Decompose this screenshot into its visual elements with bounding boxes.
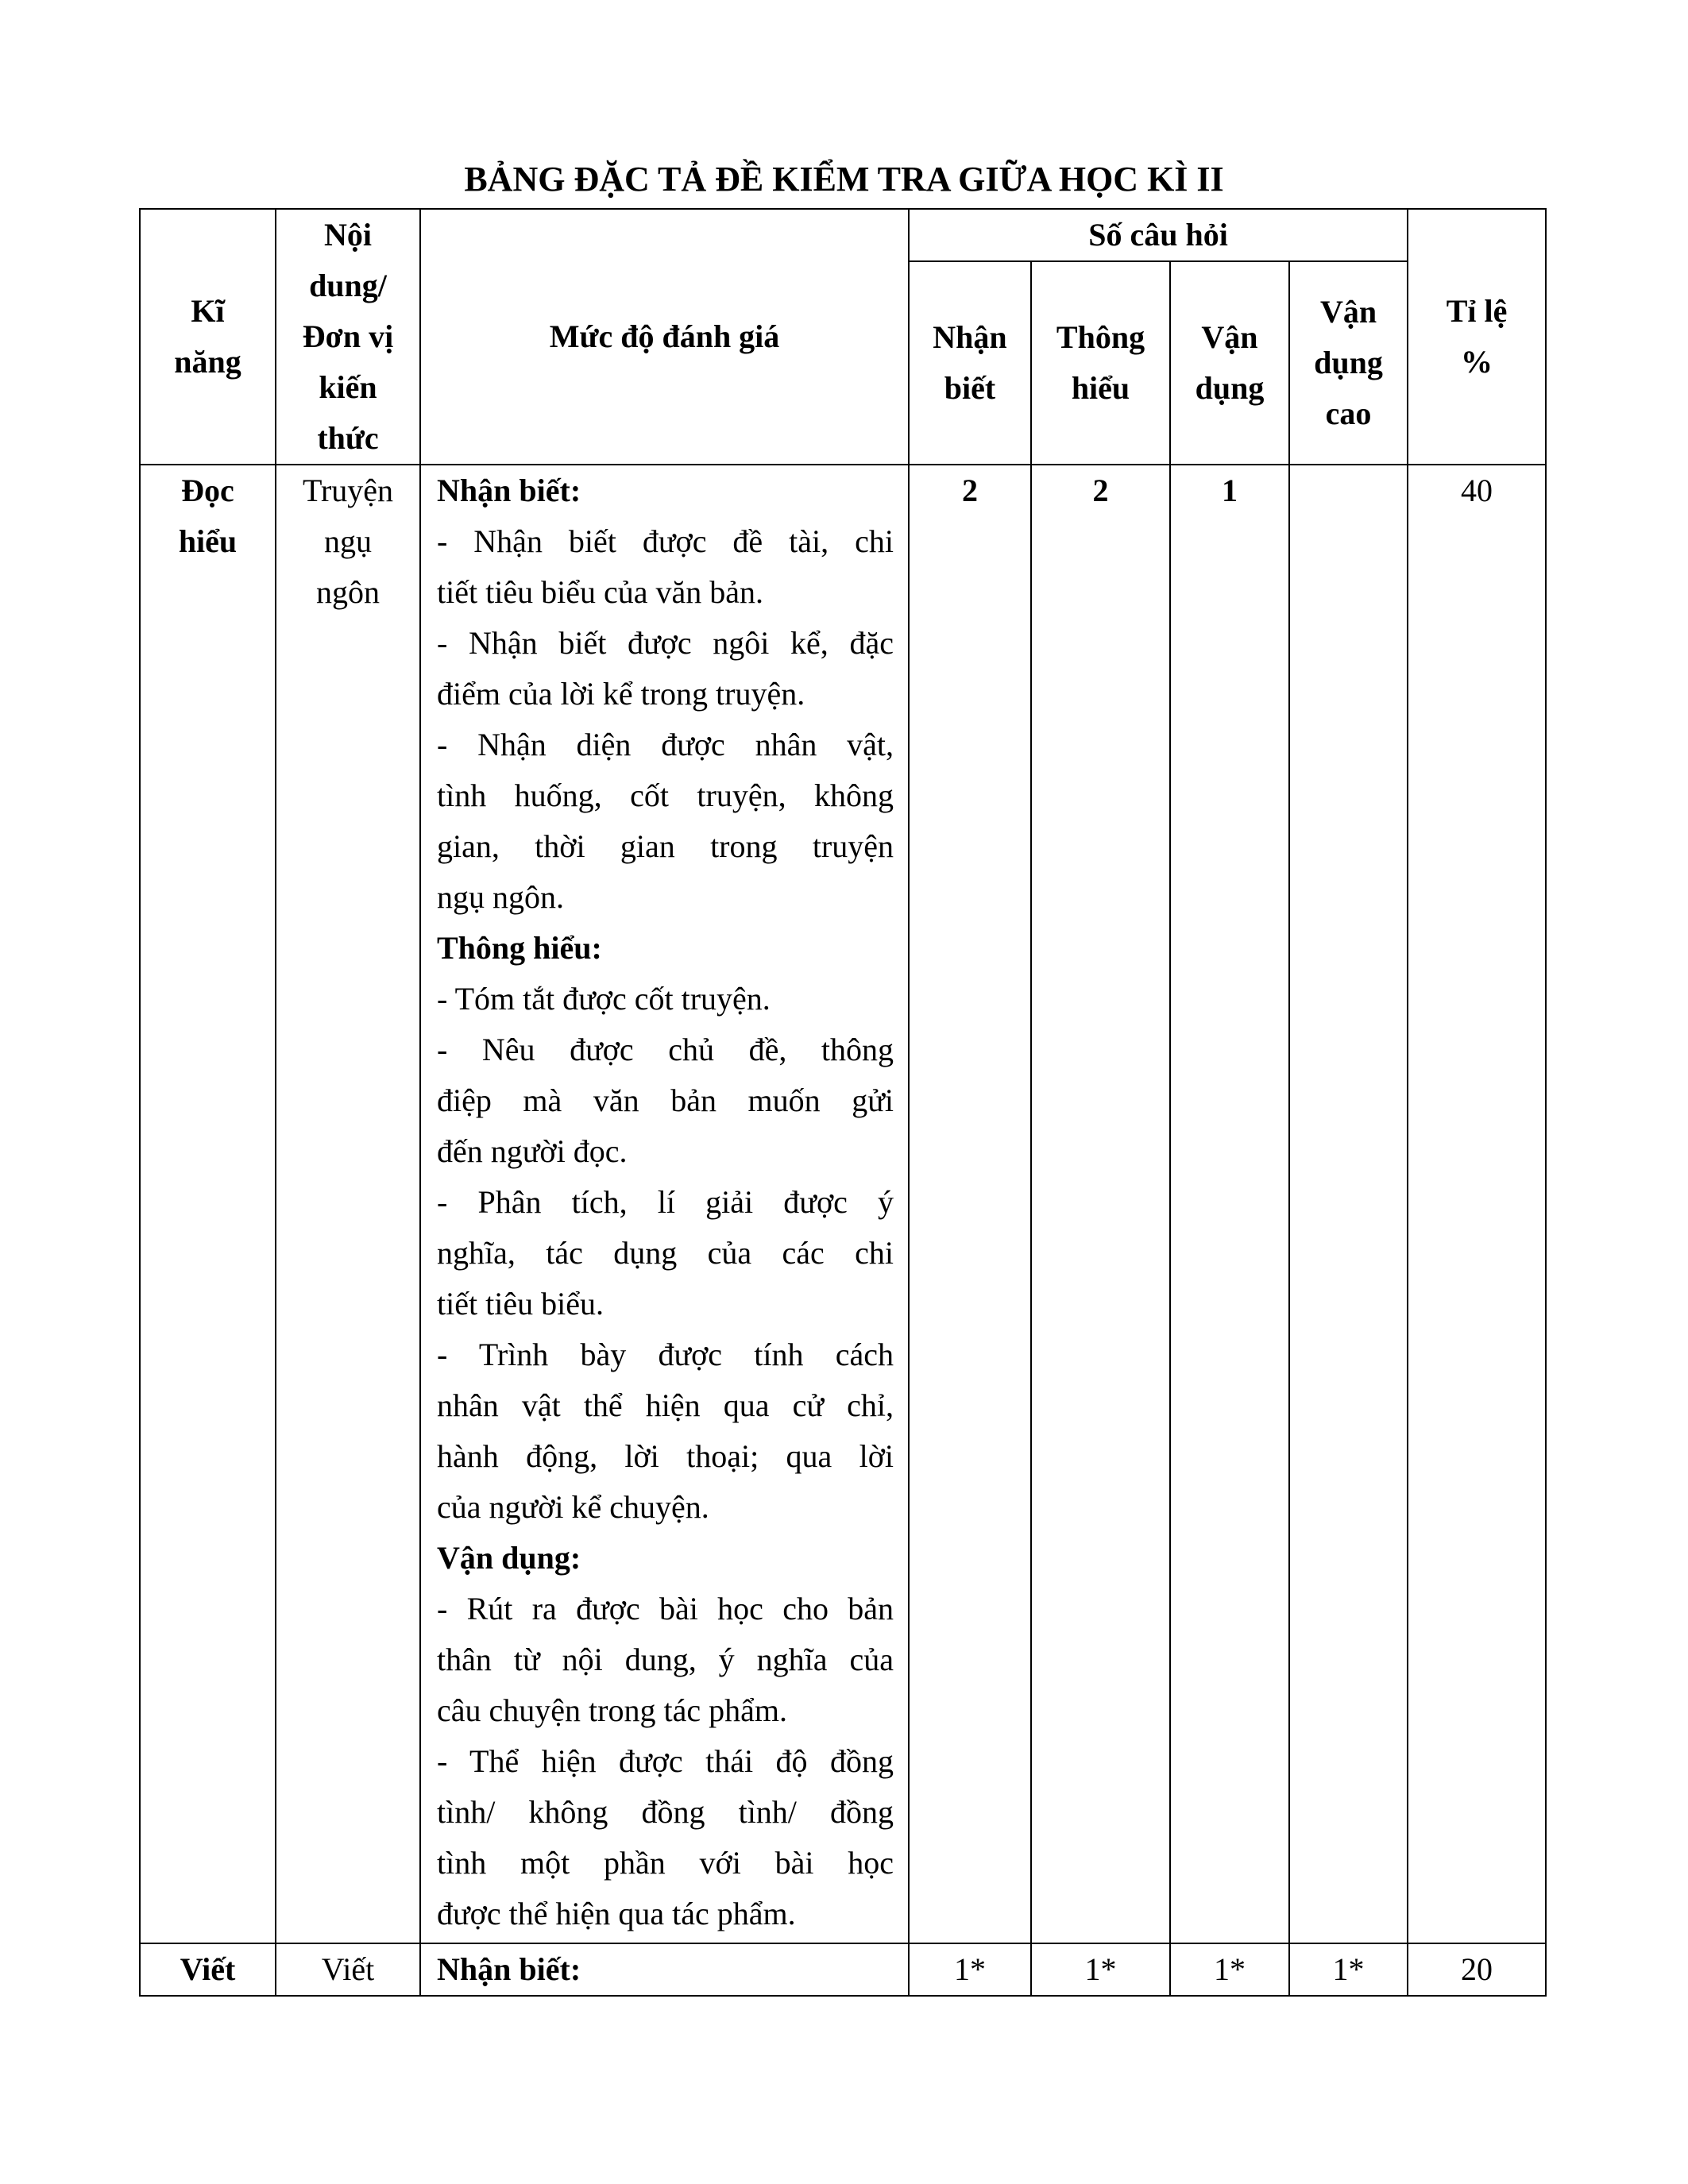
criteria-line: nghĩa, tác dụng của các chi bbox=[437, 1235, 894, 1271]
criteria-line: - Nhận diện được nhân vật, bbox=[437, 727, 894, 762]
nhan-biet-count: 2 bbox=[909, 465, 1031, 1943]
criteria-line: tiết tiêu biểu của văn bản. bbox=[437, 574, 763, 610]
ti-le-value: 40 bbox=[1408, 465, 1546, 1943]
criteria-line: đến người đọc. bbox=[437, 1133, 628, 1169]
ki-nang-cell: Đọc hiểu bbox=[140, 465, 276, 1943]
criteria-line: của người kể chuyện. bbox=[437, 1489, 709, 1525]
nhan-biet-count: 1* bbox=[909, 1943, 1031, 1996]
criteria-line: - Rút ra được bài học cho bản bbox=[437, 1591, 894, 1626]
section-label: Vận dụng: bbox=[437, 1540, 581, 1576]
noi-dung-cell: Truyện ngụ ngôn bbox=[276, 465, 420, 1943]
header-nhan-biet: Nhận biết bbox=[909, 261, 1031, 465]
table-row bbox=[140, 1943, 1546, 1996]
section-label: Nhận biết: bbox=[437, 473, 581, 508]
criteria-line: gian, thời gian trong truyện bbox=[437, 828, 894, 864]
header-muc-do: Mức độ đánh giá bbox=[420, 209, 909, 465]
criteria-line: hành động, lời thoại; qua lời bbox=[437, 1438, 894, 1474]
criteria-line: tình một phần với bài học bbox=[437, 1845, 894, 1881]
ki-nang-cell: Viết bbox=[140, 1943, 276, 1996]
criteria-line: tiết tiêu biểu. bbox=[437, 1286, 604, 1322]
criteria-line: được thể hiện qua tác phẩm. bbox=[437, 1896, 796, 1931]
thong-hieu-count: 1* bbox=[1031, 1943, 1170, 1996]
criteria-line: ngụ ngôn. bbox=[437, 879, 564, 915]
thong-hieu-count: 2 bbox=[1031, 465, 1170, 1943]
criteria-line: nhân vật thể hiện qua cử chỉ, bbox=[437, 1387, 894, 1423]
criteria-line: thân từ nội dung, ý nghĩa của bbox=[437, 1642, 894, 1677]
muc-do-cell bbox=[420, 465, 909, 1943]
criteria-line: - Nêu được chủ đề, thông bbox=[437, 1032, 894, 1067]
muc-do-label: Nhận biết: bbox=[420, 1943, 909, 1996]
van-dung-cao-count bbox=[1289, 465, 1408, 1943]
document-title: BẢNG ĐẶC TẢ ĐỀ KIỂM TRA GIỮA HỌC KÌ II bbox=[464, 160, 1224, 199]
section-label: Thông hiểu: bbox=[437, 930, 602, 966]
noi-dung-cell: Viết bbox=[276, 1943, 420, 1996]
van-dung-count: 1 bbox=[1170, 465, 1289, 1943]
header-thong-hieu: Thông hiểu bbox=[1031, 261, 1170, 465]
header-van-dung: Vận dụng bbox=[1170, 261, 1289, 465]
header-ki-nang: Kĩ năng bbox=[140, 209, 276, 465]
header-van-dung-cao: Vận dụng cao bbox=[1289, 261, 1408, 465]
criteria-line: điểm của lời kể trong truyện. bbox=[437, 676, 805, 712]
table-row bbox=[140, 465, 1546, 1943]
header-ti-le: Tỉ lệ % bbox=[1408, 209, 1546, 465]
criteria-line: câu chuyện trong tác phẩm. bbox=[437, 1692, 787, 1728]
van-dung-cao-count: 1* bbox=[1289, 1943, 1408, 1996]
criteria-line: tình huống, cốt truyện, không bbox=[437, 778, 894, 813]
criteria-line: điệp mà văn bản muốn gửi bbox=[437, 1082, 894, 1118]
ti-le-value: 20 bbox=[1408, 1943, 1546, 1996]
van-dung-count: 1* bbox=[1170, 1943, 1289, 1996]
criteria-line: tình/ không đồng tình/ đồng bbox=[437, 1794, 894, 1830]
criteria-line: - Phân tích, lí giải được ý bbox=[437, 1184, 894, 1220]
header-so-cau-hoi: Số câu hỏi bbox=[909, 209, 1408, 261]
criteria-line: - Trình bày được tính cách bbox=[437, 1337, 894, 1372]
criteria-line: - Nhận biết được ngôi kể, đặc bbox=[437, 625, 894, 661]
header-noi-dung: Nội dung/ Đơn vị kiến thức bbox=[276, 209, 420, 465]
spec-table bbox=[139, 208, 1547, 1997]
criteria-line: - Thể hiện được thái độ đồng bbox=[437, 1743, 894, 1779]
criteria-line: - Nhận biết được đề tài, chi bbox=[437, 523, 894, 559]
criteria-line: - Tóm tắt được cốt truyện. bbox=[437, 981, 771, 1017]
